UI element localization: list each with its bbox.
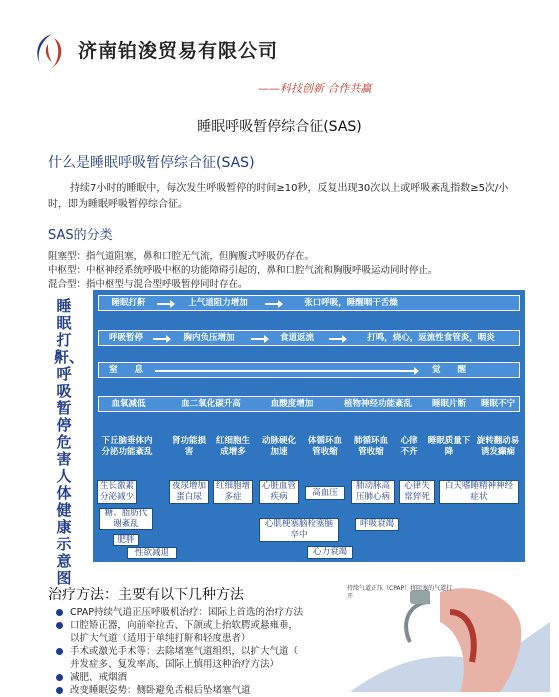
company-name: 济南铂浚贸易有限公司 bbox=[78, 40, 279, 62]
node-snoring: 睡眠打鼾 bbox=[111, 298, 146, 308]
node-cardio: 心脏血管疾病 bbox=[259, 480, 299, 504]
type-mixed: 混合型：指中枢型与混合型呼吸暂停同时存在。 bbox=[48, 279, 248, 290]
type-obstructive: 阻塞型：指气道阻塞，鼻和口腔无气流，但胸腹式呼吸仍存在。 bbox=[48, 251, 315, 262]
node-kidney: 肾功能损害 bbox=[171, 436, 206, 457]
node-sleep-quality: 睡眠质量下降 bbox=[427, 436, 471, 457]
page-title: 睡眠呼吸暂停综合征(SAS) bbox=[197, 119, 362, 135]
treatment-item-cpap: CPAP持续气道正压呼吸机治疗：国际上首选的治疗方法 bbox=[56, 606, 346, 619]
node-infarction: 心肌梗塞脑栓塞脑卒中 bbox=[259, 518, 339, 542]
node-heart-failure: 心力衰竭 bbox=[307, 546, 353, 559]
section-heading-definition: 什么是睡眠呼吸暂停综合征(SAS) bbox=[48, 155, 255, 171]
node-rbc: 红细胞生成增多 bbox=[215, 436, 250, 457]
node-atherosclerosis: 动脉硬化加速 bbox=[261, 436, 296, 457]
node-esophagitis: 打鸣，烧心，返流性食管炎，咽炎 bbox=[367, 333, 495, 343]
node-endocrine: 下丘脑垂体内分泌功能紊乱 bbox=[101, 436, 153, 457]
type-central: 中枢型：中枢神经系统呼吸中枢的功能障碍引起的，鼻和口腔气流和胸腹呼吸运动同时停止。 bbox=[48, 265, 438, 276]
node-pulmonary: 肺循环血管收缩 bbox=[353, 436, 388, 457]
node-pulm-hypertension: 肺动脉高压肺心病 bbox=[351, 480, 395, 504]
node-arousal: 觉 醒 bbox=[431, 365, 466, 375]
treatment-heading: 治疗方法：主要有以下几种方法 bbox=[48, 587, 244, 603]
definition-paragraph: 持续7小时的睡眠中，每次发生呼吸暂停的时间≥10秒，反复出现30次以上或呼吸紊乱指数≥5次/小时，即为睡眠呼吸暂停综合征。 bbox=[48, 183, 509, 210]
node-hypertension: 高血压 bbox=[305, 486, 345, 500]
company-logo bbox=[30, 30, 72, 72]
node-autonomic: 植物神经功能紊乱 bbox=[343, 399, 412, 409]
node-negative-pressure: 胸内负压增加 bbox=[183, 333, 235, 343]
treatment-list bbox=[56, 606, 346, 697]
harm-diagram bbox=[93, 290, 525, 562]
diagram-vertical-title: 睡眠打鼾、呼吸暂停危害人体健康示意图 bbox=[54, 297, 85, 587]
node-obesity: 肥胖 bbox=[113, 534, 139, 546]
node-apnea: 呼吸暂停 bbox=[108, 333, 143, 343]
node-growth-hormone: 生长激素分泌减少 bbox=[97, 480, 137, 504]
treatment-item-surgery-cont: 并发症多、复发率高，国际上慎用这种治疗方法） bbox=[70, 659, 280, 670]
treatment-item-surgery: 手术或激光手术等：去除堵塞气道组织，以扩大气道（ bbox=[56, 645, 346, 658]
node-low-oxygen: 血氧减低 bbox=[111, 399, 146, 409]
node-reflux: 食道返流 bbox=[279, 333, 314, 343]
node-arrhythmia: 心律不齐 bbox=[400, 436, 418, 457]
section-heading-classification: SAS的分类 bbox=[48, 228, 113, 243]
node-acidity: 血酸度增加 bbox=[270, 399, 314, 409]
node-mouth-breathing: 张口呼吸，睡醒咽干舌燥 bbox=[304, 298, 398, 308]
node-nocturia: 夜尿增加蛋白尿 bbox=[169, 480, 209, 504]
node-metabolism: 糖、脂肪代谢紊乱 bbox=[99, 508, 153, 530]
illustration-caption: 持续气道正压（CPAP）将阻塞的气道打开 bbox=[347, 585, 453, 600]
node-high-co2: 血二氧化碳升高 bbox=[181, 399, 241, 409]
node-sudden-death: 心律失常猝死 bbox=[399, 480, 435, 504]
treatment-item-posture: 改变睡眠姿势：侧卧避免舌根后坠堵塞气道 bbox=[56, 684, 346, 697]
node-resp-failure: 呼吸衰竭 bbox=[355, 518, 399, 531]
node-libido: 性欲减退 bbox=[127, 547, 177, 559]
node-daytime-sleepiness: 白天嗜睡精神神经症状 bbox=[439, 480, 519, 504]
node-polycythemia: 红细胞增多症 bbox=[213, 480, 253, 504]
treatment-item-oral: 口腔矫正器，向前牵拉舌、下颌或上抬软腭或悬雍垂， bbox=[56, 619, 346, 632]
node-fragmented-sleep: 睡眠片断 bbox=[431, 399, 466, 409]
treatment-item-oral-cont: 以扩大气道（适用于单纯打鼾和轻度患者） bbox=[70, 633, 251, 644]
node-systemic: 体循环血管收缩 bbox=[307, 436, 342, 457]
node-airway-resistance: 上气道阻力增加 bbox=[188, 298, 248, 308]
treatment-item-weight: 减肥、戒烟酒 bbox=[56, 671, 346, 684]
node-epilepsy: 旋转翻动易诱发癫痫 bbox=[476, 436, 520, 457]
slogan: ——科技创新 合作共赢 bbox=[258, 82, 372, 95]
classification-list bbox=[48, 250, 548, 292]
node-restless-sleep: 睡眠不宁 bbox=[480, 399, 515, 409]
node-suffocation: 窒 息 bbox=[108, 365, 143, 375]
